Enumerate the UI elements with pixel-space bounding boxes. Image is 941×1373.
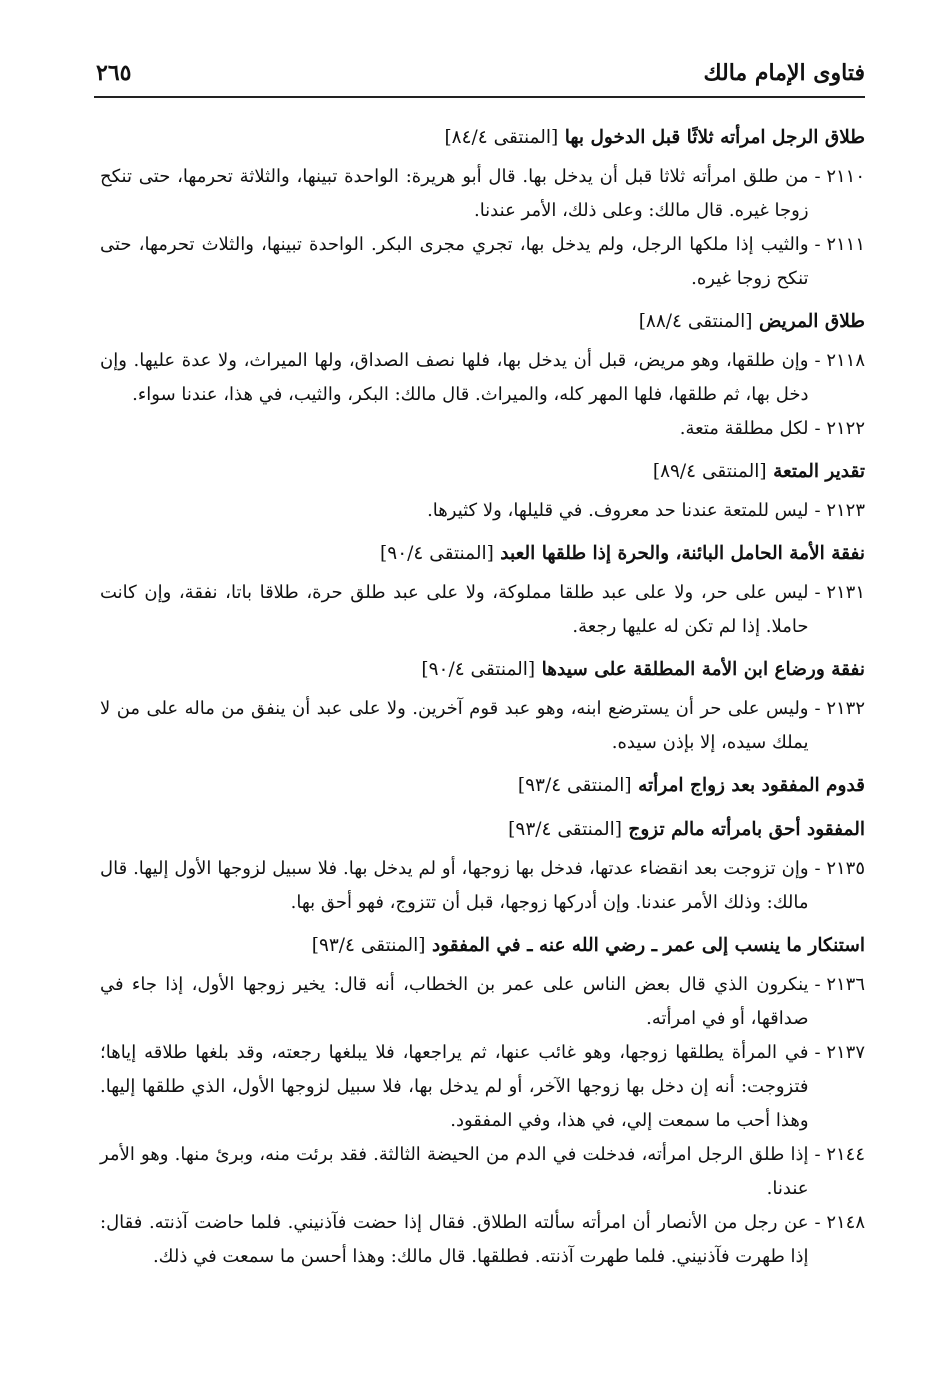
section-title: استنكار ما ينسب إلى عمر ـ رضي الله عنه ـ في المفقود (431, 935, 865, 956)
section-heading (100, 454, 865, 490)
section-reference: [المنتقى ٩٠/٤] (421, 659, 536, 680)
fatwa-entry (100, 576, 865, 644)
entry-number: ٢١٣٥ - (814, 858, 865, 879)
entry-text: إذا طلق الرجل امرأته، فدخلت في الدم من الحيضة الثالثة. فقد برئت منه، وبرئ منها. وهو الأمر عندنا. (100, 1144, 809, 1199)
section-heading (100, 304, 865, 340)
section-title: قدوم المفقود بعد زواج امرأته (638, 775, 865, 796)
section-reference: [المنتقى ٨٤/٤] (444, 127, 559, 148)
section-reference: [المنتقى ٩٣/٤] (508, 819, 622, 840)
section-heading (100, 120, 865, 156)
entry-text: في المرأة يطلقها زوجها، وهو غائب عنها، ثم يراجعها، فلا يبلغها رجعته، وقد بلغها طلاقه إياها؛ فتزوجت: أنه إن دخل بها زوجها الآخر، أو لم يدخل بها، فلا سبيل لزوجها الأول، الذي طلقها إليها. وهذا أحب ما سمعت إلي، في هذا، وفي المفقود. (100, 1042, 809, 1131)
fatwa-entry (100, 968, 865, 1036)
entry-number: ٢١١١ - (814, 234, 865, 255)
page-content (100, 112, 865, 1274)
running-title: فتاوى الإمام مالك (703, 60, 865, 86)
fatwa-entry (100, 852, 865, 920)
entry-text: عن رجل من الأنصار أن امرأته سألته الطلاق. فقال إذا حضت فآذنيني. فلما حاضت آذنته. فقال: إذا طهرت فآذنيني. فلما طهرت آذنته. فطلقها. قال مالك: وهذا أحسن ما سمعت في ذلك. (100, 1212, 809, 1267)
section-title: تقدير المتعة (773, 461, 865, 482)
header-rule (94, 96, 865, 98)
entry-number: ٢١٣١ - (814, 582, 865, 603)
fatwa-entry (100, 1036, 865, 1138)
section-title: طلاق المريض (758, 311, 865, 332)
fatwa-entry (100, 228, 865, 296)
entry-text: وإن تزوجت بعد انقضاء عدتها، فدخل بها زوجها، أو لم يدخل بها. فلا سبيل لزوجها الأول إليها. قال مالك: وذلك الأمر عندنا. وإن أدركها زوجها، قبل أن تتزوج، فهو أحق بها. (100, 858, 809, 913)
fatwa-entry (100, 1206, 865, 1274)
entry-text: لكل مطلقة متعة. (679, 418, 809, 439)
section-reference: [المنتقى ٨٩/٤] (652, 461, 767, 482)
fatwa-entry (100, 692, 865, 760)
page-number: ٢٦٥ (96, 60, 132, 86)
page-header (96, 52, 865, 94)
fatwa-entry (100, 1138, 865, 1206)
entry-text: وليس على حر أن يسترضع ابنه، وهو عبد قوم آخرين. ولا على عبد أن ينفق من ماله على من لا يملك سيده، إلا بإذن سيده. (100, 698, 809, 753)
section-heading (100, 812, 865, 848)
section-title: نفقة الأمة الحامل البائنة، والحرة إذا طلقها العبد (500, 543, 865, 564)
entry-text: والثيب إذا ملكها الرجل، ولم يدخل بها، تجري مجرى البكر. الواحدة تبينها، والثلاث تحرمها، حتى تنكح زوجا غيره. (100, 234, 809, 289)
fatwa-entry (100, 344, 865, 412)
fatwa-entry (100, 494, 865, 528)
entry-number: ٢١٤٤ - (814, 1144, 865, 1165)
entry-number: ٢١٣٢ - (814, 698, 865, 719)
section-title: طلاق الرجل امرأته ثلاثًا قبل الدخول بها (564, 127, 865, 148)
entry-text: من طلق امرأته ثلاثا قبل أن يدخل بها. قال أبو هريرة: الواحدة تبينها، والثلاثة تحرمها، حتى تنكح زوجا غيره. قال مالك: وعلى ذلك، الأمر عندنا. (100, 166, 809, 221)
entry-number: ٢١٣٦ - (814, 974, 865, 995)
entry-number: ٢١٢٢ - (814, 418, 865, 439)
entry-text: ليس للمتعة عندنا حد معروف. في قليلها، ولا كثيرها. (427, 500, 809, 521)
section-title: نفقة ورضاع ابن الأمة المطلقة على سيدها (541, 659, 865, 680)
entry-text: ينكرون الذي قال بعض الناس على عمر بن الخطاب، أنه قال: يخير زوجها الأول، إذا جاء في صداقها، أو في امرأته. (100, 974, 809, 1029)
entry-number: ٢١٣٧ - (814, 1042, 865, 1063)
section-heading (100, 768, 865, 804)
section-heading (100, 652, 865, 688)
entry-number: ٢١١٨ - (814, 350, 865, 371)
section-heading (100, 536, 865, 572)
section-reference: [المنتقى ٨٨/٤] (638, 311, 753, 332)
entry-text: ليس على حر، ولا على عبد طلقا مملوكة، ولا على عبد طلق حرة، طلاقا باتا، نفقة، وإن كانت حاملا. إذا لم تكن له عليها رجعة. (100, 582, 809, 637)
section-title: المفقود أحق بامرأته مالم تزوج (628, 819, 865, 840)
fatwa-entry (100, 412, 865, 446)
section-reference: [المنتقى ٩٣/٤] (517, 775, 632, 796)
section-heading (100, 928, 865, 964)
entry-text: وإن طلقها، وهو مريض، قبل أن يدخل بها، فلها نصف الصداق، ولها الميراث، ولا عدة عليها. وإن دخل بها، ثم طلقها، فلها المهر كله، والميراث. قال مالك: البكر، والثيب، في هذا، عندنا سواء. (100, 350, 809, 405)
entry-number: ٢١٤٨ - (814, 1212, 865, 1233)
section-reference: [المنتقى ٩٠/٤] (380, 543, 494, 564)
entry-number: ٢١١٠ - (814, 166, 865, 187)
fatwa-entry (100, 160, 865, 228)
section-reference: [المنتقى ٩٣/٤] (311, 935, 426, 956)
entry-number: ٢١٢٣ - (814, 500, 865, 521)
